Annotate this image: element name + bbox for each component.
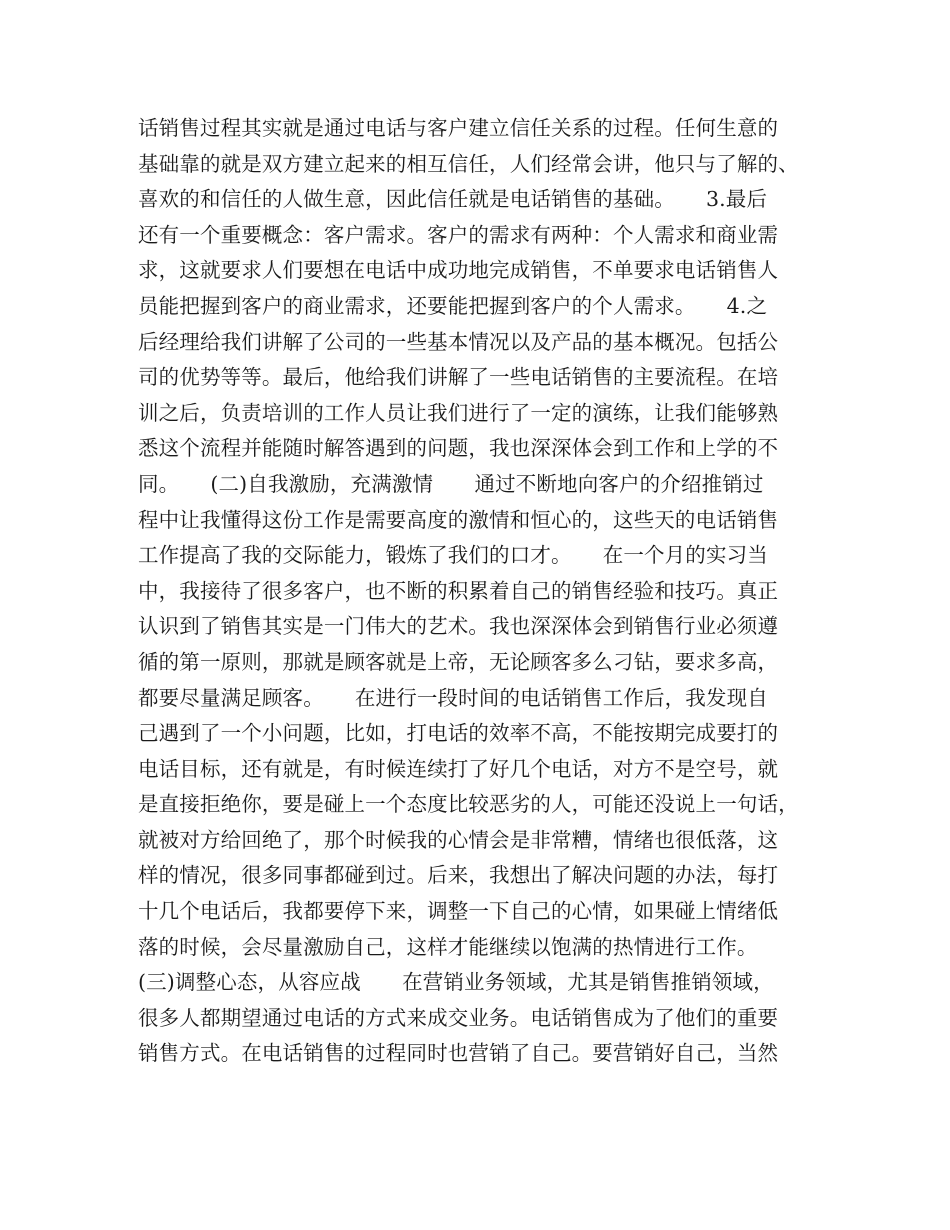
text-line: 训之后，负责培训的工作人员让我们进行了一定的演练，让我们能够熟 — [138, 400, 779, 425]
text-line: 同。 (二)自我激励，充满激情 通过不断地向客户的介绍推销过 — [138, 471, 764, 496]
body-text — [138, 111, 828, 1072]
text-line: 司的优势等等。最后，他给我们讲解了一些电话销售的主要流程。在培 — [138, 365, 779, 390]
text-line: 后经理给我们讲解了公司的一些基本情况以及产品的基本概况。包括公 — [138, 329, 779, 354]
text-line: 悉这个流程并能随时解答遇到的问题，我也深深体会到工作和上学的不 — [138, 436, 779, 461]
text-line: 认识到了销售其实是一门伟大的艺术。我也深深体会到销售行业必须遵 — [138, 614, 779, 639]
text-line: 十几个电话后，我都要停下来，调整一下自己的心情，如果碰上情绪低 — [138, 899, 779, 924]
text-line: 还有一个重要概念：客户需求。客户的需求有两种：个人需求和商业需 — [138, 222, 779, 247]
text-line: 落的时候，会尽量激励自己，这样才能继续以饱满的热情进行工作。 — [138, 934, 758, 959]
text-line: 是直接拒绝你，要是碰上一个态度比较恶劣的人，可能还没说上一句话， — [138, 792, 799, 817]
text-line: 话销售过程其实就是通过电话与客户建立信任关系的过程。任何生意的 — [138, 116, 779, 140]
text-line: 程中让我懂得这份工作是需要高度的激情和恒心的，这些天的电话销售 — [138, 507, 779, 532]
text-line: 就被对方给回绝了，那个时候我的心情会是非常糟，情绪也很低落，这 — [138, 827, 779, 852]
text-line: 己遇到了一个小问题，比如，打电话的效率不高，不能按期完成要打的 — [138, 721, 779, 746]
text-line: 基础靠的就是双方建立起来的相互信任，人们经常会讲，他只与了解的、 — [138, 151, 799, 176]
text-line: 都要尽量满足顾客。 在进行一段时间的电话销售工作后，我发现自 — [138, 685, 768, 710]
text-line: 样的情况，很多同事都碰到过。后来，我想出了解决问题的办法，每打 — [138, 863, 779, 888]
text-line: 电话目标，还有就是，有时候连续打了好几个电话，对方不是空号，就 — [138, 756, 779, 781]
text-line: 循的第一原则，那就是顾客就是上帝，无论顾客多么刁钻，要求多高， — [138, 649, 779, 674]
text-line: 工作提高了我的交际能力，锻炼了我们的口才。 在一个月的实习当 — [138, 543, 768, 568]
text-line: (三)调整心态，从容应战 在营销业务领域，尤其是销售推销领域， — [138, 970, 774, 995]
text-line: 销售方式。在电话销售的过程同时也营销了自己。要营销好自己，当然 — [138, 1041, 779, 1066]
text-line: 喜欢的和信任的人做生意，因此信任就是电话销售的基础。 3.最后 — [138, 187, 768, 212]
text-line: 很多人都期望通过电话的方式来成交业务。电话销售成为了他们的重要 — [138, 1005, 779, 1030]
text-line: 求，这就要求人们要想在电话中成功地完成销售，不单要求电话销售人 — [138, 258, 779, 283]
text-line: 中，我接待了很多客户，也不断的积累着自己的销售经验和技巧。真正 — [138, 578, 779, 603]
text-line: 员能把握到客户的商业需求，还要能把握到客户的个人需求。 4.之 — [138, 293, 768, 318]
